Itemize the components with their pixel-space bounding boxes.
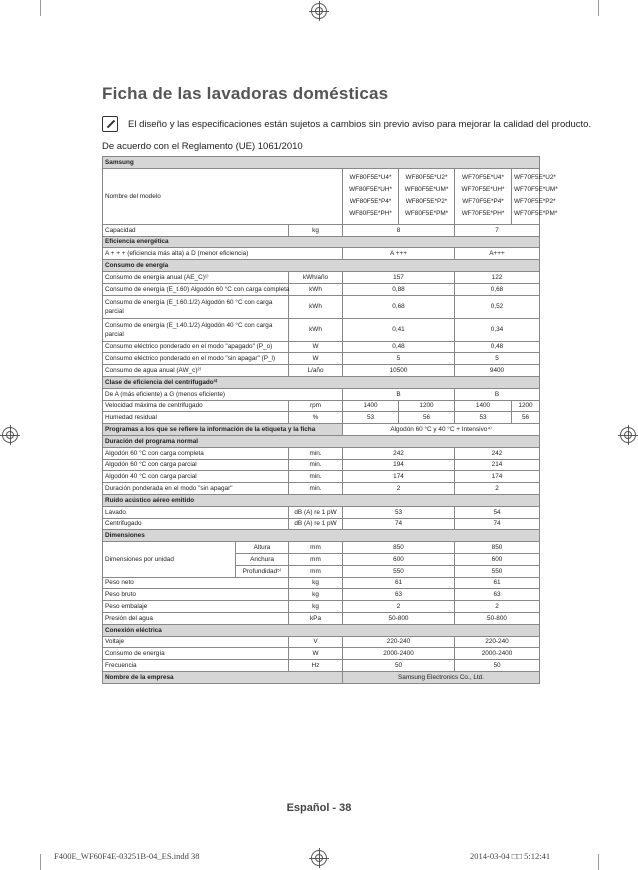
model-name: WF70F5E*UM*	[514, 186, 558, 194]
crop-mark	[598, 0, 599, 16]
row-value: 5	[455, 353, 540, 365]
model-group	[455, 168, 512, 224]
row-unit: kg	[289, 577, 343, 589]
row-value: 2000-2400	[343, 648, 455, 660]
row-label: Dimensiones por unidad	[103, 542, 236, 577]
table-row	[103, 168, 540, 224]
row-unit: %	[289, 412, 343, 424]
row-label: Consumo eléctrico ponderado en el modo "sin apagar" (P_l)	[103, 353, 289, 365]
table-row	[103, 260, 540, 272]
row-sublabel: Altura	[236, 542, 289, 554]
row-unit: min.	[289, 483, 343, 495]
model-name: WF70F5E*U2*	[514, 174, 556, 182]
table-row	[103, 365, 540, 377]
page-footer: Español - 38	[286, 802, 352, 814]
table-row	[103, 157, 540, 169]
row-unit: kg	[289, 589, 343, 601]
row-value: 550	[455, 565, 540, 577]
row-unit: W	[289, 353, 343, 365]
row-unit: dB (A) re 1 pW	[289, 506, 343, 518]
row-value: 0,52	[455, 295, 540, 318]
row-value: 56	[512, 412, 540, 424]
row-value: 8	[343, 224, 455, 236]
spec-table	[102, 156, 558, 684]
row-unit: mm	[289, 542, 343, 554]
row-label: Humedad residual	[103, 412, 289, 424]
row-label: Algodón 60 °C con carga parcial	[103, 459, 289, 471]
row-value: 63	[343, 589, 455, 601]
table-row	[103, 459, 540, 471]
model-group	[343, 168, 399, 224]
row-value: 74	[343, 518, 455, 530]
row-value: 0,48	[343, 341, 455, 353]
row-value: 174	[455, 471, 540, 483]
row-unit: min.	[289, 447, 343, 459]
row-value: 7	[455, 224, 540, 236]
table-row	[103, 589, 540, 601]
table-row	[103, 424, 540, 436]
row-label: Consumo de energía anual (AE_C)¹⁾	[103, 271, 289, 283]
table-row	[103, 471, 540, 483]
registration-mark-icon	[2, 427, 18, 443]
row-value: 550	[343, 565, 455, 577]
row-unit: kPa	[289, 612, 343, 624]
table-row	[103, 542, 540, 554]
row-unit: kWh/año	[289, 271, 343, 283]
row-value: Algodón 60 °C y 40 °C + Intensivo⁴⁾	[343, 424, 540, 436]
row-value: 0,34	[455, 318, 540, 341]
row-value: Samsung Electronics Co., Ltd.	[343, 671, 540, 683]
table-row	[103, 671, 540, 683]
table-row	[103, 494, 540, 506]
row-value: 0,41	[343, 318, 455, 341]
row-label: Velocidad máxima de centrifugado	[103, 400, 289, 412]
model-group	[399, 168, 455, 224]
row-unit: kWh	[289, 318, 343, 341]
model-label: Nombre del modelo	[103, 168, 343, 224]
table-row	[103, 624, 540, 636]
section-header: Clase de eficiencia del centrifugado³⁾	[103, 376, 540, 388]
row-label: Programas a los que se refiere la información de la etiqueta y la ficha	[103, 424, 343, 436]
row-value: 10500	[343, 365, 455, 377]
registration-mark-icon	[311, 3, 327, 19]
section-header: Ruido acústico aéreo emitido	[103, 494, 540, 506]
table-row	[103, 612, 540, 624]
row-value: 50-800	[343, 612, 455, 624]
row-value: 2	[343, 601, 455, 613]
model-name: WF80F5E*P4*	[349, 198, 392, 206]
regulation-text: De acuerdo con el Reglamento (UE) 1061/2010	[102, 141, 303, 152]
row-value: 5	[343, 353, 455, 365]
crop-mark	[40, 0, 41, 16]
row-value: 0,68	[343, 295, 455, 318]
brand-cell: Samsung	[103, 157, 540, 169]
row-value: 53	[343, 506, 455, 518]
print-slug-right: 2014-03-04 □□ 5:12:41	[470, 851, 551, 861]
row-label: Presión del agua	[103, 612, 289, 624]
row-value: A +++	[343, 248, 455, 260]
table-row	[103, 236, 540, 248]
row-label: Voltaje	[103, 636, 289, 648]
section-header: Eficiencia energética	[103, 236, 540, 248]
table-row	[103, 636, 540, 648]
model-name: WF80F5E*UM*	[404, 186, 449, 194]
model-group	[512, 168, 558, 224]
row-value: 850	[455, 542, 540, 554]
note-text: El diseño y las especificaciones están sujetos a cambios sin previo aviso para mejorar la calidad del producto.	[128, 118, 592, 130]
row-label: Algodón 40 °C con carga parcial	[103, 471, 289, 483]
model-name: WF80F5E*UH*	[349, 186, 392, 194]
row-value: 0,88	[343, 283, 455, 295]
row-value: 2	[455, 483, 540, 495]
row-value: 1200	[399, 400, 455, 412]
row-label: Lavado	[103, 506, 289, 518]
row-label: Capacidad	[103, 224, 289, 236]
row-value: 54	[455, 506, 540, 518]
row-value: 157	[343, 271, 455, 283]
row-unit: kWh	[289, 295, 343, 318]
row-value: 1200	[512, 400, 540, 412]
row-label: Consumo de energía (E_t.40.1/2) Algodón 40 °C con carga parcial	[103, 318, 289, 341]
table-row	[103, 224, 540, 236]
row-value: 242	[455, 447, 540, 459]
model-name: WF70F5E*P4*	[462, 198, 504, 206]
table-row	[103, 601, 540, 613]
table-row	[103, 400, 540, 412]
row-unit: Hz	[289, 660, 343, 672]
row-unit: dB (A) re 1 pW	[289, 518, 343, 530]
row-unit: V	[289, 636, 343, 648]
table-row	[103, 435, 540, 447]
row-unit: mm	[289, 565, 343, 577]
row-unit: kWh	[289, 283, 343, 295]
table-row	[103, 295, 540, 318]
table-row	[103, 412, 540, 424]
model-name: WF70F5E*UH*	[461, 186, 505, 194]
row-value: B	[455, 388, 540, 400]
table-row	[103, 660, 540, 672]
crop-mark	[598, 854, 599, 870]
model-name: WF70F5E*P2*	[514, 198, 556, 206]
row-unit: W	[289, 341, 343, 353]
row-label: Peso embalaje	[103, 601, 289, 613]
model-name: WF80F5E*P2*	[405, 198, 448, 206]
table-row	[103, 648, 540, 660]
row-unit: mm	[289, 553, 343, 565]
row-value: 50	[343, 660, 455, 672]
row-value: 74	[455, 518, 540, 530]
row-value: 220-240	[455, 636, 540, 648]
row-value: 600	[343, 553, 455, 565]
row-value: 850	[343, 542, 455, 554]
row-label: Consumo de agua anual (AW_c)²⁾	[103, 365, 289, 377]
row-value: 174	[343, 471, 455, 483]
row-value: 242	[343, 447, 455, 459]
row-label: Peso neto	[103, 577, 289, 589]
row-value: 1400	[455, 400, 512, 412]
table-row	[103, 271, 540, 283]
row-sublabel: Profundidad⁵⁾	[236, 565, 289, 577]
row-unit: rpm	[289, 400, 343, 412]
row-value: 194	[343, 459, 455, 471]
row-value: A+++	[455, 248, 540, 260]
section-header: Conexión eléctrica	[103, 624, 540, 636]
row-value: 53	[343, 412, 399, 424]
row-label: Duración ponderada en el modo "sin apagar"	[103, 483, 289, 495]
row-sublabel: Anchura	[236, 553, 289, 565]
row-value: 220-240	[343, 636, 455, 648]
row-unit: W	[289, 648, 343, 660]
table-row	[103, 341, 540, 353]
row-value: 122	[455, 271, 540, 283]
pencil-note-icon	[102, 116, 118, 132]
table-row	[103, 447, 540, 459]
row-unit: kg	[289, 601, 343, 613]
row-value: 2000-2400	[455, 648, 540, 660]
row-label: Nombre de la empresa	[103, 671, 343, 683]
page-title: Ficha de las lavadoras domésticas	[102, 84, 389, 103]
row-label: A + + + (eficiencia más alta) a D (menor eficiencia)	[103, 248, 343, 260]
row-value: 63	[455, 589, 540, 601]
registration-mark-icon	[620, 427, 636, 443]
table-row	[103, 283, 540, 295]
row-label: De A (más eficiente) a G (menos eficiente)	[103, 388, 343, 400]
table-row	[103, 376, 540, 388]
row-value: 56	[399, 412, 455, 424]
row-value: 9400	[455, 365, 540, 377]
model-name: WF80F5E*PH*	[349, 210, 392, 218]
row-label: Consumo de energía (E_t.60.1/2) Algodón 60 °C con carga parcial	[103, 295, 289, 318]
model-name: WF70F5E*PH*	[461, 210, 505, 218]
row-label: Consumo de energía	[103, 648, 289, 660]
registration-mark-icon	[311, 850, 327, 866]
model-name: WF80F5E*PM*	[404, 210, 449, 218]
table-row	[103, 388, 540, 400]
row-unit: min.	[289, 459, 343, 471]
row-label: Frecuencia	[103, 660, 289, 672]
row-value: 2	[343, 483, 455, 495]
row-value: 214	[455, 459, 540, 471]
row-value: 50-800	[455, 612, 540, 624]
row-unit: kg	[289, 224, 343, 236]
print-slug-left: F400E_WF60F4E-03251B-04_ES.indd 38	[54, 851, 200, 861]
table-row	[103, 518, 540, 530]
row-value: 600	[455, 553, 540, 565]
section-header: Dimensiones	[103, 530, 540, 542]
table-row	[103, 248, 540, 260]
row-label: Peso bruto	[103, 589, 289, 601]
row-value: B	[343, 388, 455, 400]
row-value: 0,48	[455, 341, 540, 353]
row-label: Algodón 60 °C con carga completa	[103, 447, 289, 459]
model-name: WF80F5E*U2*	[405, 174, 448, 182]
crop-mark	[40, 854, 41, 870]
note	[102, 116, 591, 132]
table-row	[103, 483, 540, 495]
table-row	[103, 506, 540, 518]
row-unit: min.	[289, 471, 343, 483]
table-row	[103, 353, 540, 365]
row-value: 2	[455, 601, 540, 613]
row-value: 61	[455, 577, 540, 589]
table-row	[103, 318, 540, 341]
row-value: 50	[455, 660, 540, 672]
row-value: 53	[455, 412, 512, 424]
row-label: Consumo de energía (E_t.60) Algodón 60 °C con carga completa	[103, 283, 289, 295]
model-name: WF80F5E*U4*	[349, 174, 392, 182]
model-name: WF70F5E*PM*	[514, 210, 558, 218]
table-row	[103, 530, 540, 542]
model-name: WF70F5E*U4*	[462, 174, 504, 182]
section-header: Consumo de energía	[103, 260, 540, 272]
section-header: Duración del programa normal	[103, 435, 540, 447]
row-value: 1400	[343, 400, 399, 412]
row-label: Centrifugado	[103, 518, 289, 530]
row-label: Consumo eléctrico ponderado en el modo "apagado" (P_o)	[103, 341, 289, 353]
table-row	[103, 577, 540, 589]
row-value: 0,68	[455, 283, 540, 295]
row-value: 61	[343, 577, 455, 589]
row-unit: L/año	[289, 365, 343, 377]
